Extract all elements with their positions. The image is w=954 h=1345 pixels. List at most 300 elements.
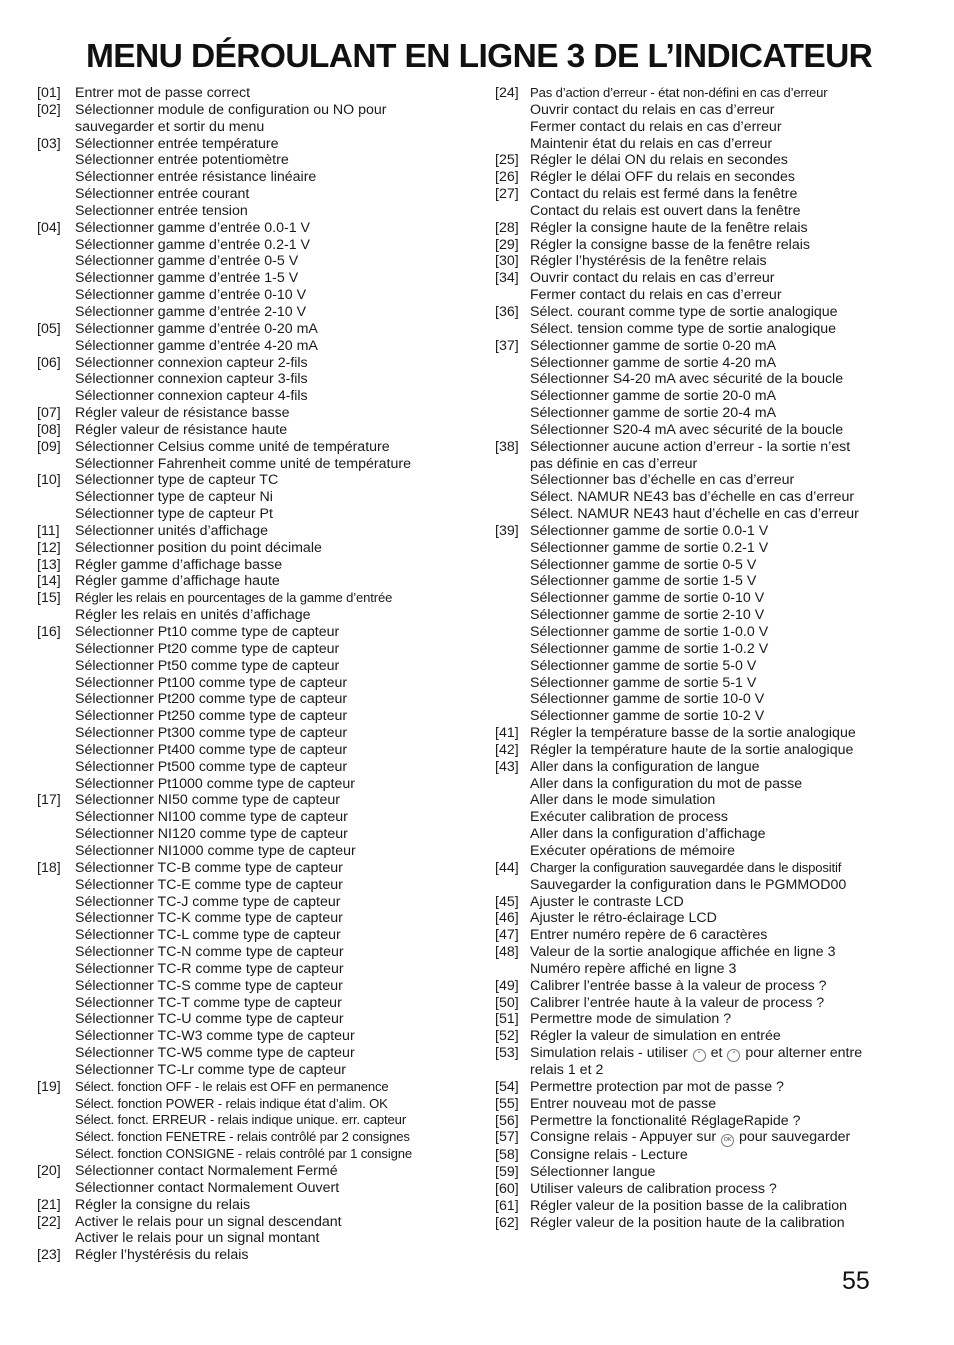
entry-lines — [75, 860, 485, 1079]
menu-entry — [495, 759, 925, 860]
entry-line: Contact du relais est ouvert dans la fenêtre — [530, 202, 801, 219]
menu-entry — [37, 102, 485, 136]
entry-line: Sélectionner Pt500 comme type de capteur — [75, 758, 348, 775]
entry-line: Régler l’hystérésis de la fenêtre relais — [530, 253, 767, 270]
entry-line: Sélectionner TC-K comme type de capteur — [75, 910, 343, 927]
left-column — [37, 85, 485, 1264]
entry-number: [45] — [495, 893, 519, 910]
entry-number: [10] — [37, 472, 61, 489]
entry-line: Régler la température basse de la sortie analogique — [530, 725, 856, 742]
entry-number: [42] — [495, 741, 519, 758]
entry-number: [37] — [495, 337, 519, 354]
entry-line: Sélectionner Pt50 comme type de capteur — [75, 657, 340, 674]
menu-entry — [495, 1011, 925, 1028]
entry-line: Valeur de la sortie analogique affichée en ligne 3 — [530, 944, 836, 961]
entry-line: Sélectionner gamme d’entrée 0.2-1 V — [75, 236, 311, 253]
menu-entry — [495, 1198, 925, 1215]
entry-number: [44] — [495, 859, 519, 876]
entry-number: [13] — [37, 556, 61, 573]
entry-number: [26] — [495, 169, 519, 186]
entry-line: Pas d’action d’erreur - état non-défini en cas d’erreur — [530, 85, 828, 100]
menu-entry — [495, 1096, 925, 1113]
entry-text: et — [710, 1045, 723, 1062]
entry-line: Utiliser valeurs de calibration process ? — [530, 1181, 777, 1198]
entry-line: Sélectionner NI1000 comme type de capteur — [75, 842, 356, 859]
entry-lines — [530, 1011, 925, 1028]
menu-entry — [37, 540, 485, 557]
menu-entry — [37, 422, 485, 439]
entry-line: Fermer contact du relais en cas d’erreur — [530, 287, 782, 304]
entry-lines — [75, 439, 485, 473]
entry-line: Sélectionner gamme de sortie 20-4 mA — [530, 405, 777, 422]
entry-line: Sélect. NAMUR NE43 bas d’échelle en cas d’erreur — [530, 489, 855, 506]
entry-line: Sélectionner Pt200 comme type de capteur — [75, 691, 348, 708]
entry-lines — [530, 1079, 925, 1096]
entry-line: Aller dans la configuration de langue — [530, 758, 760, 775]
entry-number: [08] — [37, 421, 61, 438]
entry-number: [25] — [495, 152, 519, 169]
entry-line — [530, 1129, 925, 1147]
menu-entry — [495, 304, 925, 338]
menu-entry — [37, 1247, 485, 1264]
menu-entry — [495, 253, 925, 270]
menu-entry — [495, 220, 925, 237]
entry-line — [530, 1045, 925, 1062]
entry-lines — [530, 1113, 925, 1130]
menu-entry — [37, 355, 485, 406]
entry-lines — [530, 1147, 925, 1164]
entry-line: Exécuter opérations de mémoire — [530, 842, 736, 859]
entry-lines — [530, 978, 925, 995]
menu-entry — [37, 557, 485, 574]
entry-lines — [530, 1028, 925, 1045]
entry-line: Sélect. courant comme type de sortie analogique — [530, 303, 838, 320]
entry-lines — [75, 1163, 485, 1197]
entry-line: Sélectionner gamme de sortie 10-2 V — [530, 708, 765, 725]
entry-lines — [75, 624, 485, 792]
entry-number: [28] — [495, 219, 519, 236]
menu-entry — [37, 1214, 485, 1248]
entry-line: Sélectionner connexion capteur 4-fils — [75, 388, 308, 405]
entry-line: Sélect. NAMUR NE43 haut d’échelle en cas d’erreur — [530, 506, 859, 523]
menu-entry — [495, 85, 925, 152]
page-title: MENU DÉROULANT EN LIGNE 3 DE L’INDICATEUR — [86, 38, 873, 75]
menu-entry — [37, 523, 485, 540]
entry-line: Sélectionner gamme d’entrée 1-5 V — [75, 270, 299, 287]
entry-line: Sélectionner gamme de sortie 1-5 V — [530, 573, 757, 590]
entry-line: Permettre protection par mot de passe ? — [530, 1078, 784, 1095]
entry-lines — [75, 792, 485, 859]
entry-lines — [75, 590, 485, 624]
entry-line: Sélectionner Pt1000 comme type de capteur — [75, 775, 355, 792]
entry-line: Numéro repère affiché en ligne 3 — [530, 960, 737, 977]
entry-line: Sélectionner Pt300 comme type de capteur — [75, 725, 348, 742]
entry-line: Sélectionner Fahrenheit comme unité de température — [75, 455, 411, 472]
entry-line: Sélect. fonct. ERREUR - relais indique unique. err. capteur — [75, 1112, 407, 1128]
menu-entry — [495, 894, 925, 911]
entry-lines — [530, 1129, 925, 1147]
entry-number: [46] — [495, 910, 519, 927]
menu-entry — [495, 1147, 925, 1164]
entry-number: [15] — [37, 590, 61, 607]
entry-line: Sélectionner position du point décimale — [75, 539, 322, 556]
entry-line: Sélectionner gamme de sortie 0.2-1 V — [530, 539, 769, 556]
menu-entry — [37, 85, 485, 102]
entry-lines — [75, 523, 485, 540]
menu-entry — [495, 1113, 925, 1130]
menu-entry — [37, 439, 485, 473]
entry-line: Sélectionner entrée courant — [75, 186, 250, 203]
entry-number: [29] — [495, 236, 519, 253]
entry-lines — [75, 220, 485, 321]
entry-line: Activer le relais pour un signal descendant — [75, 1213, 342, 1230]
entry-line: Contact du relais est fermé dans la fenêtre — [530, 186, 798, 203]
entry-line: Sélectionner Celsius comme unité de température — [75, 438, 390, 455]
entry-lines — [530, 304, 925, 338]
entry-line: Entrer nouveau mot de passe — [530, 1095, 717, 1112]
entry-lines — [530, 860, 925, 894]
entry-line: Sélectionner gamme de sortie 1-0.2 V — [530, 640, 769, 657]
entry-line: Sélectionner gamme de sortie 0.0-1 V — [530, 522, 769, 539]
menu-entry — [37, 1163, 485, 1197]
menu-entry — [495, 1079, 925, 1096]
entry-line: Régler la consigne basse de la fenêtre relais — [530, 236, 810, 253]
entry-line: Ajuster le rétro-éclairage LCD — [530, 910, 717, 927]
entry-line: Sélectionner TC-N comme type de capteur — [75, 944, 344, 961]
entry-number: [52] — [495, 1028, 519, 1045]
entry-number: [61] — [495, 1198, 519, 1214]
menu-entry — [495, 1028, 925, 1045]
entry-number: [48] — [495, 944, 519, 961]
entry-line: Sélect. fonction OFF - le relais est OFF en permanence — [75, 1078, 389, 1094]
entry-line: Sélectionner contact Normalement Fermé — [75, 1163, 338, 1179]
entry-line: Selectionner entrée tension — [75, 202, 248, 219]
entry-text: pour alterner entre — [745, 1045, 863, 1062]
entry-lines — [75, 102, 485, 136]
entry-lines — [530, 910, 925, 927]
entry-line: Sélectionner langue — [530, 1164, 656, 1181]
entry-line: Aller dans la configuration du mot de passe — [530, 775, 803, 792]
entry-line: Sélectionner Pt100 comme type de capteur — [75, 674, 348, 691]
menu-entry — [495, 152, 925, 169]
entry-line: Sélectionner contact Normalement Ouvert — [75, 1179, 340, 1196]
menu-entry — [37, 220, 485, 321]
menu-entry — [495, 439, 925, 523]
entry-lines — [530, 1198, 925, 1215]
menu-entry — [495, 742, 925, 759]
entry-line: Régler le délai OFF du relais en secondes — [530, 169, 795, 186]
entry-lines — [75, 355, 485, 406]
entry-line: Régler gamme d’affichage basse — [75, 556, 283, 573]
entry-number: [05] — [37, 320, 61, 337]
entry-line: Sélectionner gamme de sortie 0-5 V — [530, 556, 757, 573]
entry-line: Calibrer l’entrée haute à la valeur de process ? — [530, 994, 825, 1011]
entry-line: Sélectionner connexion capteur 3-fils — [75, 371, 308, 388]
entry-line: Sélectionner entrée résistance linéaire — [75, 169, 317, 186]
menu-entry — [495, 270, 925, 304]
entry-lines — [75, 136, 485, 220]
entry-number: [36] — [495, 303, 519, 320]
entry-line: Régler gamme d’affichage haute — [75, 573, 280, 590]
entry-number: [57] — [495, 1129, 519, 1146]
menu-entry — [37, 624, 485, 792]
entry-line: Sélectionner gamme d’entrée 0-10 V — [75, 287, 307, 304]
entry-lines — [75, 405, 485, 422]
entry-line: Sélectionner NI120 comme type de capteur — [75, 826, 348, 843]
entry-number: [55] — [495, 1095, 519, 1112]
entry-lines — [530, 237, 925, 254]
entry-line: Régler le délai ON du relais en secondes — [530, 152, 788, 169]
entry-number: [23] — [37, 1247, 61, 1264]
entry-lines — [530, 927, 925, 944]
entry-lines — [75, 1079, 485, 1163]
menu-entry — [495, 860, 925, 894]
entry-text: pour sauvegarder — [739, 1129, 851, 1146]
entry-lines — [530, 944, 925, 978]
entry-lines — [530, 742, 925, 759]
entry-line: Sélectionner Pt10 comme type de capteur — [75, 624, 340, 640]
entry-number: [62] — [495, 1214, 519, 1231]
entry-line: Sélect. fonction CONSIGNE - relais contrôlé par 1 consigne — [75, 1146, 412, 1162]
entry-lines — [530, 270, 925, 304]
entry-line: Sélectionner gamme d’entrée 2-10 V — [75, 303, 307, 320]
entry-line: Sélectionner gamme de sortie 20-0 mA — [530, 388, 777, 405]
entry-lines — [530, 186, 925, 220]
entry-number: [14] — [37, 573, 61, 590]
entry-line: Entrer numéro repère de 6 caractères — [530, 927, 768, 944]
entry-line: Sélectionner TC-S comme type de capteur — [75, 977, 343, 994]
menu-entry — [37, 792, 485, 859]
entry-text: Simulation relais - utiliser — [530, 1045, 688, 1062]
entry-line: Sélectionner gamme de sortie 1-0.0 V — [530, 624, 769, 640]
entry-number: [06] — [37, 354, 61, 371]
entry-line: Sélectionner TC-U comme type de capteur — [75, 1011, 344, 1028]
entry-lines — [530, 220, 925, 237]
entry-line: Sélectionner entrée potentiomètre — [75, 152, 289, 169]
entry-number: [18] — [37, 859, 61, 876]
entry-line: Sélectionner gamme de sortie 0-10 V — [530, 590, 765, 607]
entry-line: pas définie en cas d’erreur — [530, 455, 698, 472]
menu-entry — [495, 1164, 925, 1181]
up-arrow-key-icon: ˄ — [693, 1049, 706, 1062]
entry-number: [53] — [495, 1045, 519, 1062]
entry-line: Sélectionner TC-W3 comme type de capteur — [75, 1028, 355, 1045]
menu-entry — [495, 978, 925, 995]
entry-number: [41] — [495, 725, 519, 742]
entry-lines — [75, 1197, 485, 1214]
menu-entry — [495, 944, 925, 978]
entry-lines — [75, 573, 485, 590]
entry-line: Régler valeur de résistance haute — [75, 421, 288, 438]
entry-line: Activer le relais pour un signal montant — [75, 1230, 320, 1247]
entry-line: Fermer contact du relais en cas d’erreur — [530, 118, 782, 135]
entry-line: Régler la température haute de la sortie analogique — [530, 741, 854, 758]
entry-line: Sélectionner Pt20 comme type de capteur — [75, 640, 340, 657]
entry-number: [34] — [495, 270, 519, 287]
entry-line: Sélectionner TC-Lr comme type de capteur — [75, 1061, 347, 1078]
menu-entry — [495, 910, 925, 927]
entry-line: Sélectionner TC-E comme type de capteur — [75, 876, 343, 893]
entry-number: [58] — [495, 1147, 519, 1164]
entry-line: Sélectionner NI50 comme type de capteur — [75, 792, 340, 809]
entry-number: [38] — [495, 438, 519, 455]
menu-entry — [495, 186, 925, 220]
entry-line: Régler l’hystérésis du relais — [75, 1247, 249, 1264]
menu-entry — [37, 321, 485, 355]
menu-entry — [37, 860, 485, 1079]
entry-number: [43] — [495, 758, 519, 775]
menu-entry — [495, 1215, 925, 1232]
entry-number: [50] — [495, 994, 519, 1011]
entry-line: Ajuster le contraste LCD — [530, 893, 684, 910]
entry-line: Sélect. fonction POWER - relais indique état d’alim. OK — [75, 1095, 388, 1111]
entry-line: Sélectionner gamme d’entrée 0-20 mA — [75, 320, 318, 337]
entry-line: Sélectionner connexion capteur 2-fils — [75, 354, 308, 371]
entry-lines — [75, 85, 485, 102]
entry-number: [27] — [495, 186, 519, 203]
menu-entry — [495, 169, 925, 186]
entry-line: Sauvegarder la configuration dans le PGMMOD00 — [530, 876, 847, 893]
entry-line: Permettre mode de simulation ? — [530, 1011, 732, 1028]
entry-line: Exécuter calibration de process — [530, 809, 728, 826]
entry-line: Sélectionner TC-R comme type de capteur — [75, 960, 344, 977]
entry-line: Consigne relais - Lecture — [530, 1147, 688, 1164]
entry-line: Maintenir état du relais en cas d’erreur — [530, 135, 773, 152]
entry-line: Aller dans la configuration d’affichage — [530, 826, 766, 843]
entry-number: [51] — [495, 1011, 519, 1028]
entry-line: Sélectionner gamme d’entrée 0.0-1 V — [75, 219, 311, 236]
entry-number: [16] — [37, 624, 61, 640]
entry-number: [54] — [495, 1078, 519, 1095]
menu-entry — [495, 237, 925, 254]
entry-lines — [75, 1247, 485, 1264]
entry-line: Régler les relais en unités d’affichage — [75, 607, 311, 624]
entry-number: [07] — [37, 405, 61, 422]
entry-number: [20] — [37, 1163, 61, 1179]
entry-lines — [530, 1096, 925, 1113]
right-column — [495, 85, 925, 1232]
entry-lines — [530, 1181, 925, 1198]
menu-entry — [37, 472, 485, 523]
entry-number: [02] — [37, 101, 61, 118]
entry-number: [11] — [37, 522, 60, 539]
entry-line: Sélectionner bas d’échelle en cas d’erreur — [530, 472, 795, 489]
entry-number: [47] — [495, 927, 519, 944]
entry-number: [30] — [495, 253, 519, 270]
entry-lines — [75, 472, 485, 523]
entry-line: Sélectionner S20-4 mA avec sécurité de la boucle — [530, 421, 844, 438]
menu-entry — [495, 1129, 925, 1147]
menu-entry — [495, 995, 925, 1012]
entry-number: [09] — [37, 438, 61, 455]
entry-lines — [530, 995, 925, 1012]
entry-line: Régler valeur de résistance basse — [75, 405, 290, 422]
entry-lines — [530, 523, 925, 725]
entry-lines — [530, 759, 925, 860]
entry-lines — [75, 557, 485, 574]
entry-lines — [75, 422, 485, 439]
entry-line: Sélectionner TC-W5 comme type de capteur — [75, 1045, 355, 1062]
entry-number: [22] — [37, 1213, 61, 1230]
entry-line: Sélectionner type de capteur Ni — [75, 489, 273, 506]
entry-number: [39] — [495, 522, 519, 539]
menu-entry — [495, 1181, 925, 1198]
entry-number: [49] — [495, 977, 519, 994]
entry-line: Sélectionner module de configuration ou NO pour — [75, 101, 387, 118]
entry-lines — [530, 85, 925, 152]
entry-lines — [530, 894, 925, 911]
menu-entry — [495, 523, 925, 725]
entry-line: Sélectionner gamme d’entrée 0-5 V — [75, 253, 299, 270]
entry-line: Sélectionner TC-B comme type de capteur — [75, 859, 343, 876]
entry-line: Sélectionner gamme de sortie 5-1 V — [530, 674, 757, 691]
entry-line: Sélectionner TC-L comme type de capteur — [75, 927, 341, 944]
entry-number: [17] — [37, 792, 61, 809]
entry-line: Sélectionner gamme de sortie 10-0 V — [530, 691, 765, 708]
entry-line: Sélectionner Pt250 comme type de capteur — [75, 708, 348, 725]
entry-lines — [75, 1214, 485, 1248]
entry-line: Sélectionner TC-J comme type de capteur — [75, 893, 341, 910]
entry-line: Ouvrir contact du relais en cas d’erreur — [530, 270, 775, 287]
entry-line: Sélectionner Pt400 comme type de capteur — [75, 741, 348, 758]
menu-entry — [495, 927, 925, 944]
entry-line: Sélectionner gamme de sortie 4-20 mA — [530, 354, 777, 371]
entry-number: [04] — [37, 219, 61, 236]
entry-line: Régler valeur de la position haute de la calibration — [530, 1214, 845, 1231]
entry-lines — [530, 338, 925, 439]
entry-line: Régler les relais en pourcentages de la gamme d’entrée — [75, 590, 393, 606]
entry-number: [60] — [495, 1181, 519, 1198]
entry-number: [01] — [37, 85, 61, 101]
entry-number: [19] — [37, 1078, 61, 1095]
entry-text: Consigne relais - Appuyer sur — [530, 1129, 717, 1146]
menu-entry — [37, 573, 485, 590]
entry-line: Ouvrir contact du relais en cas d’erreur — [530, 101, 775, 118]
entry-lines — [530, 253, 925, 270]
entry-line: Sélectionner NI100 comme type de capteur — [75, 809, 348, 826]
entry-lines — [75, 321, 485, 355]
entry-lines — [530, 169, 925, 186]
menu-entry — [495, 1045, 925, 1079]
down-arrow-key-icon: ˅ — [727, 1049, 740, 1062]
entry-line: sauvegarder et sortir du menu — [75, 118, 265, 135]
entry-line: Sélect. tension comme type de sortie analogique — [530, 320, 837, 337]
entry-line: Calibrer l’entrée basse à la valeur de process ? — [530, 977, 827, 994]
entry-number: [21] — [37, 1196, 61, 1213]
entry-lines — [530, 1164, 925, 1181]
entry-number: [03] — [37, 135, 61, 152]
entry-lines — [530, 725, 925, 742]
entry-lines — [530, 152, 925, 169]
entry-line: Régler la valeur de simulation en entrée — [530, 1028, 781, 1045]
menu-entry — [37, 1079, 485, 1163]
menu-entry — [37, 1197, 485, 1214]
entry-number: [56] — [495, 1112, 519, 1129]
entry-lines — [530, 1045, 925, 1079]
entry-line: Sélectionner TC-T comme type de capteur — [75, 994, 342, 1011]
entry-line: Régler la consigne du relais — [75, 1196, 251, 1213]
menu-entry — [37, 405, 485, 422]
entry-number: [59] — [495, 1164, 519, 1181]
entry-line: Sélectionner entrée température — [75, 135, 279, 152]
entry-line: Régler valeur de la position basse de la calibration — [530, 1198, 848, 1214]
entry-line: Sélectionner gamme d’entrée 4-20 mA — [75, 337, 318, 354]
page-number: 55 — [842, 1267, 870, 1295]
entry-number: [12] — [37, 539, 61, 556]
entry-lines — [75, 540, 485, 557]
menu-entry — [37, 590, 485, 624]
entry-line: Sélectionner gamme de sortie 2-10 V — [530, 607, 765, 624]
